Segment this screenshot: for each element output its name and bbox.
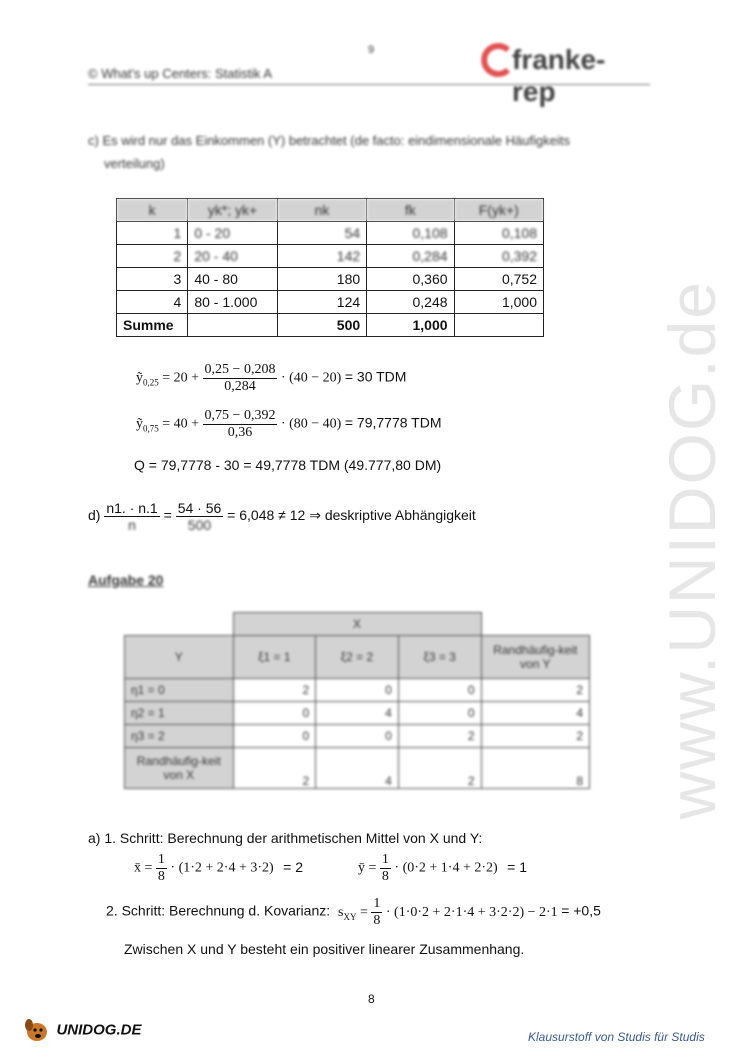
- cell: 2: [233, 679, 316, 702]
- cell: η3 = 2: [125, 725, 234, 748]
- cell: 0 - 20: [188, 222, 277, 245]
- cell: 0,108: [454, 222, 543, 245]
- fraction: [176, 500, 224, 533]
- section-c-line1: c) Es wird nur das Einkommen (Y) betrachtet (de facto: eindimensionale Häufigkeits: [88, 133, 570, 148]
- aufgabe-title: Aufgabe 20: [88, 572, 164, 588]
- rand-y-header: Randhäufig-keit von Y: [481, 636, 590, 679]
- cell: 0: [233, 725, 316, 748]
- ybar-formula: [358, 852, 527, 885]
- sxy-expr: · (1·0·2 + 2·1·4 + 3·2·2) − 2·1: [385, 904, 558, 920]
- col-header: ξ2 = 2: [316, 636, 399, 679]
- numerator: 0,25 − 0,208: [204, 362, 276, 377]
- fraction: [380, 852, 391, 885]
- cell: 4: [316, 748, 399, 789]
- table-row: [117, 245, 544, 268]
- cell: 180: [277, 268, 366, 291]
- denominator: 500: [187, 517, 212, 533]
- denominator: 0,36: [227, 425, 253, 440]
- cell: 2: [117, 245, 188, 268]
- y-header: Y: [125, 636, 234, 679]
- cell: [454, 314, 543, 337]
- section-c-line2: verteilung): [104, 156, 165, 171]
- dog-icon: [22, 1016, 52, 1044]
- cell: 0: [398, 679, 481, 702]
- col-fk: fk: [367, 199, 454, 222]
- denominator: 8: [157, 869, 165, 884]
- xbar-expr: · (1·2 + 2·4 + 3·2): [170, 860, 274, 876]
- cell: 124: [277, 291, 366, 314]
- cell: 500: [277, 314, 366, 337]
- cell: 4: [316, 702, 399, 725]
- table-header-row: [125, 636, 590, 679]
- franke-rep-logo: [478, 42, 606, 107]
- contingency-table: [124, 612, 590, 789]
- page-mark: 9: [368, 44, 375, 56]
- d-eq: =: [163, 507, 172, 524]
- watermark: www.UNIDOG.de: [655, 280, 729, 820]
- ybar-expr: · (0·2 + 1·4 + 2·2): [394, 860, 498, 876]
- formula-sub: 0,75: [143, 423, 159, 434]
- cell: [125, 613, 234, 636]
- formula-q75: [136, 408, 441, 441]
- cell: 4: [117, 291, 188, 314]
- sxy-lhs: s: [338, 904, 344, 920]
- cell: 1,000: [454, 291, 543, 314]
- col-nk: nk: [277, 199, 366, 222]
- formula-pre: = 20 +: [158, 370, 203, 386]
- step2-text: 2. Schritt: Berechnung d. Kovarianz:: [106, 902, 331, 919]
- table-row: [125, 725, 590, 748]
- table-row: [117, 222, 544, 245]
- col-header: ξ1 = 1: [233, 636, 316, 679]
- fraction: [371, 896, 382, 929]
- formula-lhs: ỹ: [136, 416, 143, 432]
- table-row: [117, 268, 544, 291]
- col-class: yk*; yk+: [188, 199, 277, 222]
- table-row: [125, 748, 590, 789]
- formula-pre: = 40 +: [158, 416, 203, 432]
- cell: 0: [316, 679, 399, 702]
- denominator: 8: [381, 869, 389, 884]
- col-k: k: [117, 199, 188, 222]
- table-sum-row: [117, 314, 544, 337]
- d-result: = 6,048 ≠ 12 ⇒ deskriptive Abhängigkeit: [227, 507, 476, 524]
- cell: 0,752: [454, 268, 543, 291]
- d-label: d): [88, 507, 101, 524]
- cell: 0: [316, 725, 399, 748]
- rand-x-label: Randhäufig-keit von X: [125, 748, 234, 789]
- table-header-row: [117, 199, 544, 222]
- fraction: [156, 852, 167, 885]
- x-header: X: [233, 613, 481, 636]
- cell: 2: [398, 725, 481, 748]
- col-header: ξ3 = 3: [398, 636, 481, 679]
- cell: 0,108: [367, 222, 454, 245]
- header-rule: [88, 84, 650, 85]
- numerator: 1: [381, 852, 389, 867]
- ybar-lhs: ȳ =: [358, 860, 377, 876]
- cell: [481, 613, 590, 636]
- numerator: 0,75 − 0,392: [204, 408, 276, 423]
- numerator: 1: [157, 852, 165, 867]
- sxy-formula: $s_{XY}$ = $\frac{1}{8}$ · (1·0·2 + 2·1·4 + 3·2·2) − 2·1: [338, 896, 558, 928]
- xbar-formula: [134, 852, 303, 885]
- cell: η1 = 0: [125, 679, 234, 702]
- cell: 1,000: [367, 314, 454, 337]
- section-d: [88, 500, 476, 533]
- xbar-result: = 2: [283, 858, 304, 875]
- sxy-result: = +0,5: [561, 902, 601, 919]
- cell: 1: [117, 222, 188, 245]
- logo-text: franke-rep: [512, 44, 606, 107]
- denominator: 8: [373, 913, 381, 928]
- footer-tagline: Klausurstoff von Studis für Studis: [528, 1030, 705, 1044]
- formula-post: · (80 − 40): [280, 416, 342, 432]
- numerator: 54 · 56: [177, 500, 222, 516]
- unidog-logo: [22, 1016, 141, 1044]
- page-number: 8: [368, 992, 375, 1006]
- denominator: 0,284: [224, 379, 256, 394]
- col-F: F(yk+): [454, 199, 543, 222]
- cell: 0,360: [367, 268, 454, 291]
- fraction: [203, 408, 278, 441]
- fraction: [203, 362, 278, 395]
- header-left-text: © What's up Centers: Statistik A: [88, 66, 273, 81]
- cell: η2 = 1: [125, 702, 234, 725]
- cell: 2: [398, 748, 481, 789]
- cell: 2: [481, 725, 590, 748]
- formula-lhs: ỹ: [136, 370, 143, 386]
- table-row: [125, 679, 590, 702]
- step2-line: [106, 896, 601, 929]
- cell: 0: [233, 702, 316, 725]
- cell: 0,392: [454, 245, 543, 268]
- formula-q25: [136, 362, 406, 395]
- cell: 142: [277, 245, 366, 268]
- step1-text: a) 1. Schritt: Berechnung der arithmetischen Mittel von X und Y:: [88, 830, 483, 846]
- sxy-sub: XY: [343, 911, 357, 922]
- cell: 2: [481, 679, 590, 702]
- cell: 2: [233, 748, 316, 789]
- cell: Summe: [117, 314, 188, 337]
- table-header-row: [125, 613, 590, 636]
- q-line: Q = 79,7778 - 30 = 49,7778 TDM (49.777,80 DM): [134, 457, 442, 473]
- denominator: n: [128, 517, 136, 533]
- cell: [188, 314, 277, 337]
- conclusion-text: Zwischen X und Y besteht ein positiver linearer Zusammenhang.: [124, 941, 525, 957]
- numerator: n1. · n.1: [106, 500, 158, 516]
- cell: 8: [481, 748, 590, 789]
- logo-c-icon: [478, 42, 514, 78]
- table-row: [117, 291, 544, 314]
- cell: 3: [117, 268, 188, 291]
- cell: 54: [277, 222, 366, 245]
- frequency-table: [116, 198, 544, 337]
- fraction: [104, 500, 159, 533]
- cell: 20 - 40: [188, 245, 277, 268]
- cell: 40 - 80: [188, 268, 277, 291]
- formula-result: = 30 TDM: [344, 368, 407, 385]
- formula-post: · (40 − 20): [280, 370, 342, 386]
- numerator: 1: [373, 896, 381, 911]
- cell: 0,284: [367, 245, 454, 268]
- cell: 4: [481, 702, 590, 725]
- ybar-result: = 1: [507, 858, 528, 875]
- table-row: [125, 702, 590, 725]
- cell: 80 - 1.000: [188, 291, 277, 314]
- xbar-lhs: x̄ =: [134, 860, 153, 876]
- unidog-logo-text: UNIDOG.DE: [56, 1021, 142, 1039]
- formula-result: = 79,7778 TDM: [344, 414, 442, 431]
- formula-sub: 0,25: [143, 377, 159, 388]
- cell: 0,248: [367, 291, 454, 314]
- cell: 0: [398, 702, 481, 725]
